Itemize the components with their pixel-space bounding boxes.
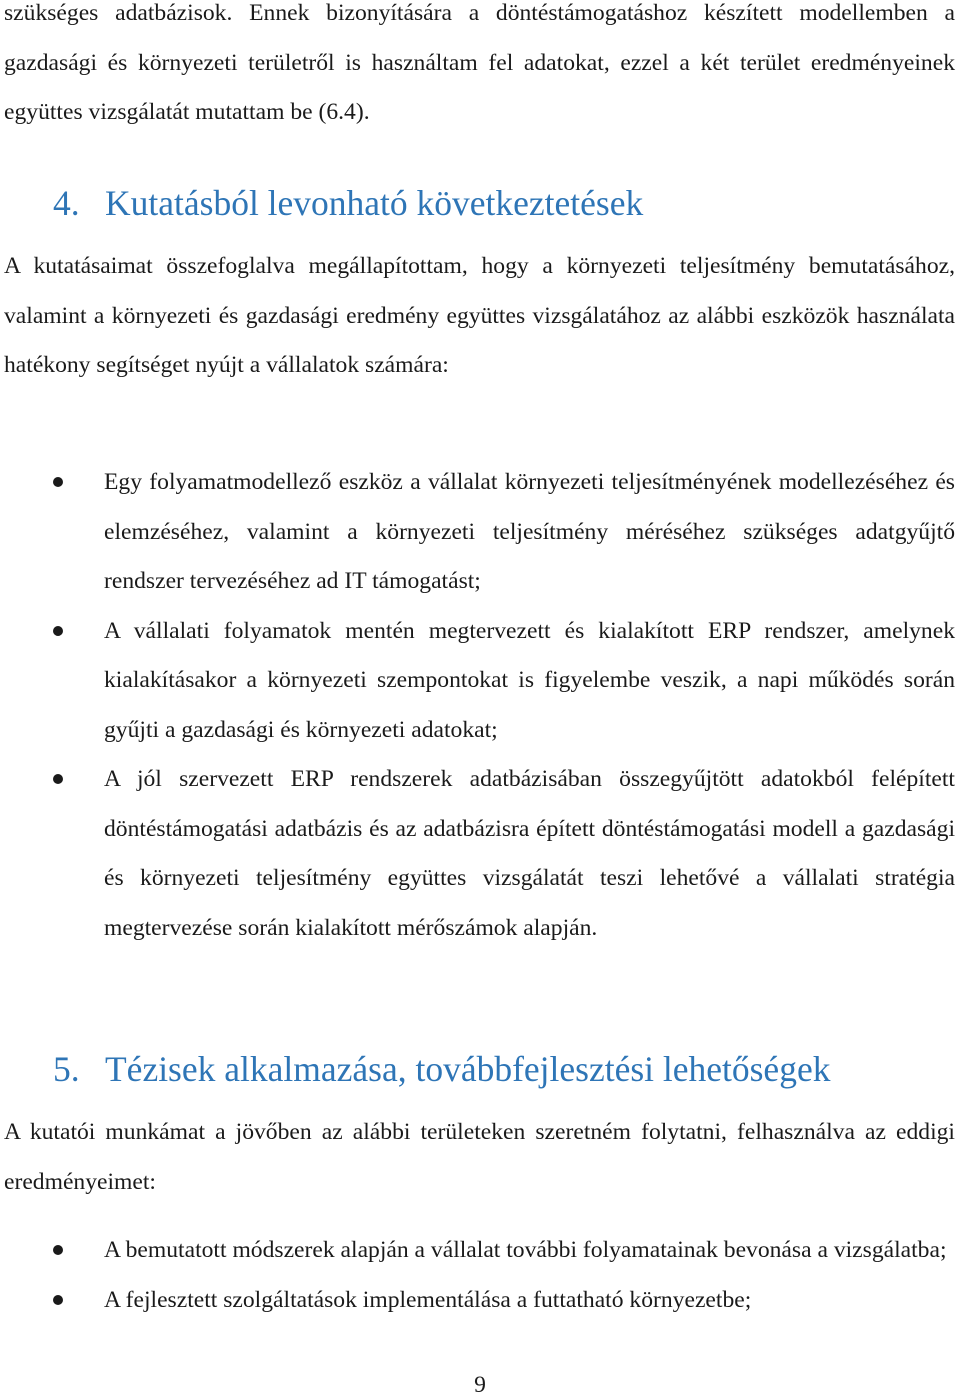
section-5-bullet-list: [0, 1226, 960, 1325]
section-5-paragraph: A kutatói munkámat a jövőben az alábbi területeken szeretném folytatni, felhasználva az eddigi eredményeimet:: [4, 1119, 955, 1195]
section-5-number: 5.: [53, 1049, 80, 1089]
list-item: [0, 1276, 960, 1326]
list-item-text: A vállalati folyamatok mentén megtervezett és kialakított ERP rendszer, amelynek kialakításakor a környezeti szempontokat is figyelembe veszik, a napi működés során gyűjti a gazdasági és környezeti adatokat;: [104, 617, 955, 743]
list-item-text: A jól szervezett ERP rendszerek adatbázisában összegyűjtött adatokból felépített döntéstámogatási adatbázis és az adatbázisra épített döntéstámogatási modell a gazdasági és környezeti teljesítmény együttes vizsgálatát teszi lehetővé a vállalati stratégia megtervezése során kialakított mérőszámok alapján.: [104, 766, 955, 941]
list-item: [0, 755, 960, 953]
section-4-bullet-list: [0, 458, 960, 953]
section-4-heading: [53, 181, 643, 225]
bullet-icon: [53, 626, 63, 636]
section-5-title: Tézisek alkalmazása, továbbfejlesztési lehetőségek: [105, 1049, 831, 1089]
bullet-icon: [53, 1295, 63, 1305]
section-4-title: Kutatásból levonható következtetések: [105, 183, 644, 223]
intro-paragraph: szükséges adatbázisok. Ennek bizonyítására a döntéstámogatáshoz készített modellemben a gazdasági és környezeti területről is használtam fel adatokat, ezzel a két terület eredményeinek együttes vizsgálatát mutattam be (6.4).: [4, 0, 955, 125]
list-item: [0, 458, 960, 607]
list-item-text: A bemutatott módszerek alapján a vállalat további folyamatainak bevonása a vizsgálatba;: [104, 1237, 947, 1263]
section-4-number: 4.: [53, 183, 80, 223]
section-4-paragraph: A kutatásaimat összefoglalva megállapítottam, hogy a környezeti teljesítmény bemutatásához, valamint a környezeti és gazdasági eredmény együttes vizsgálatához az alábbi eszközök használata hatékony segítséget nyújt a vállalatok számára:: [4, 253, 955, 378]
list-item-text: A fejlesztett szolgáltatások implementálása a futtatható környezetbe;: [104, 1286, 752, 1313]
bullet-icon: [53, 774, 63, 784]
bullet-icon: [53, 1245, 63, 1255]
bullet-icon: [53, 477, 63, 487]
list-item-text: Egy folyamatmodellező eszköz a vállalat környezeti teljesítményének modellezéséhez és elemzéséhez, valamint a környezeti teljesítmény méréséhez szükséges adatgyűjtő rendszer tervezéséhez ad IT támogatást;: [104, 469, 955, 594]
page-number: 9: [474, 1372, 486, 1398]
list-item: [0, 1226, 960, 1276]
section-5-heading: [53, 1047, 830, 1091]
list-item: [0, 607, 960, 756]
